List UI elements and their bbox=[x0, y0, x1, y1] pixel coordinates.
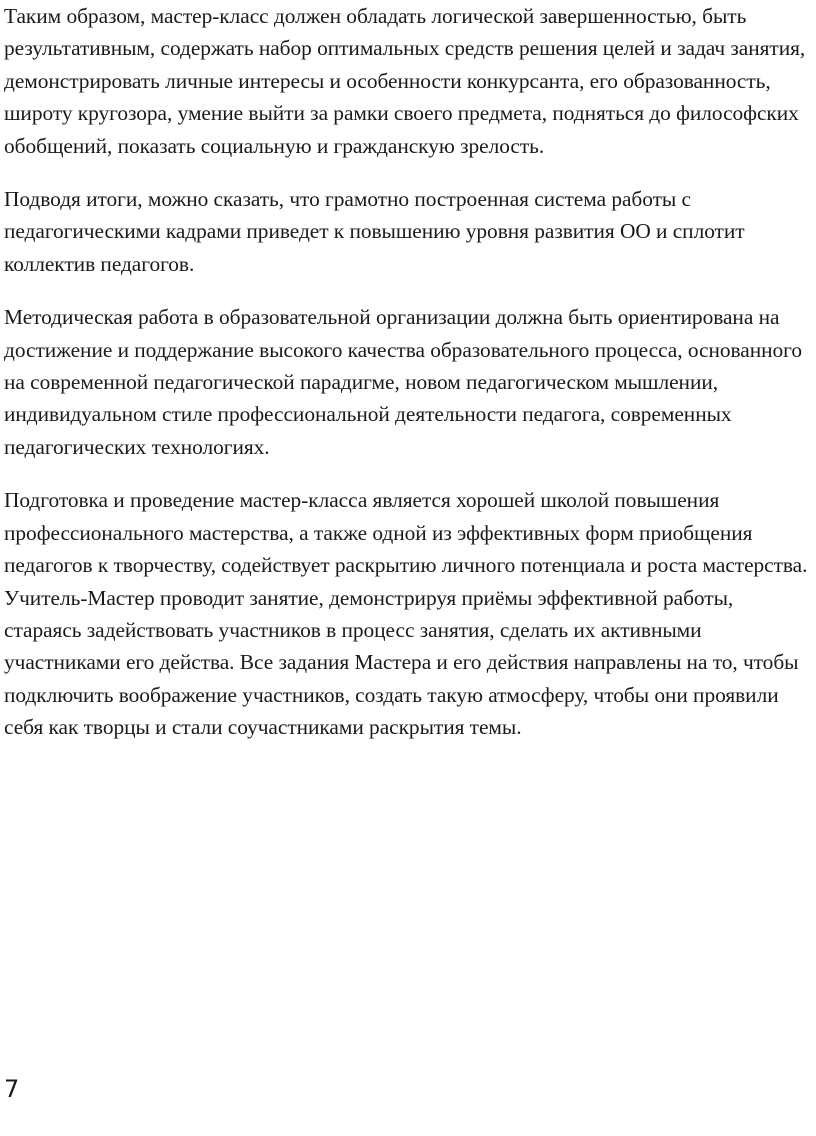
paragraph-methodical-work: Методическая работа в образовательной организации должна быть ориентирована на достижение и поддержание высокого качества образовательного процесса, основанного на современной педагогической парадигме, новом педагогическом мышлении, индивидуальном стиле профессиональной деятельности педагога, современных педагогических технологиях. bbox=[4, 305, 803, 459]
paragraph-conclusion-master-class: Таким образом, мастер-класс должен обладать логической завершенностью, быть результативным, содержать набор оптимальных средств решения целей и задач занятия, демонстрировать личные интересы и особенности конкурсанта, его образованность, широту кругозора, умение выйти за рамки своего предмета, подняться до философских обобщений, показать социальную и гражданскую зрелость. bbox=[4, 4, 806, 158]
page-number: 7 bbox=[4, 1075, 20, 1103]
paragraph-summary: Подводя итоги, можно сказать, что грамотно построенная система работы с педагогическими кадрами приведет к повышению уровня развития ОО и сплотит коллектив педагогов. bbox=[4, 187, 745, 276]
paragraph-master-class-preparation: Подготовка и проведение мастер-класса является хорошей школой повышения профессионального мастерства, а также одной из эффективных форм приобщения педагогов к творчеству, содействует раскрытию личного потенциала и роста мастерства. Учитель-Мастер проводит занятие, демонстрируя приёмы эффективной работы, стараясь задействовать участников в процесс занятия, сделать их активными участниками его действа. Все задания Мастера и его действия направлены на то, чтобы подключить воображение участников, создать такую атмосферу, чтобы они проявили себя как творцы и стали соучастниками раскрытия темы. bbox=[4, 488, 808, 740]
document-body bbox=[4, 0, 810, 765]
